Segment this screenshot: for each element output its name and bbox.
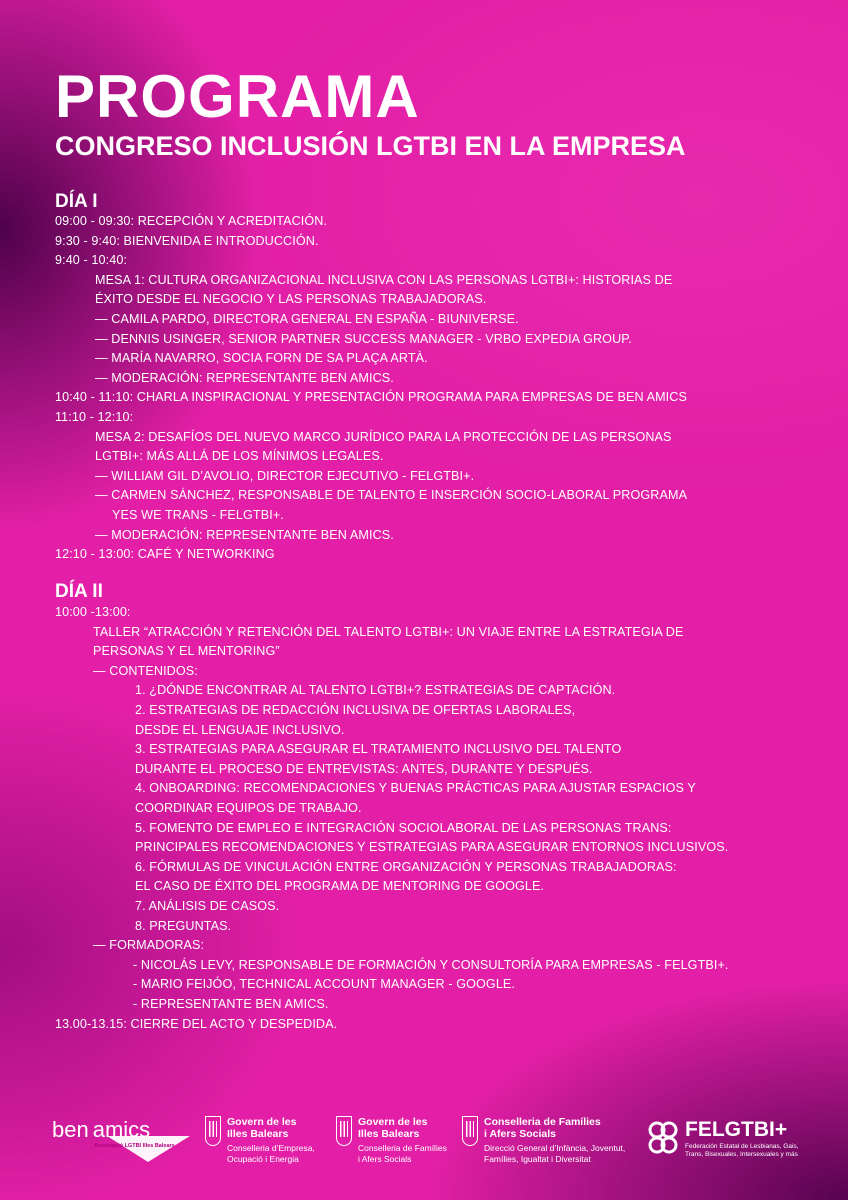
- program-line: — CARMEN SÁNCHEZ, RESPONSABLE DE TALENTO E INSERCIÓN SOCIO-LABORAL PROGRAMA: [95, 488, 688, 503]
- program-line: — DENNIS USINGER, SENIOR PARTNER SUCCESS MANAGER - VRBO EXPEDIA GROUP.: [95, 331, 632, 346]
- govern-title: Govern de les Illes Balears: [358, 1116, 428, 1140]
- program-line: — FORMADORAS:: [93, 938, 205, 953]
- program-line: - REPRESENTANTE BEN AMICS.: [133, 997, 329, 1011]
- benamics-amics: amics: [92, 1117, 151, 1142]
- program-line: 4. ONBOARDING: RECOMENDACIONES Y BUENAS PRÁCTICAS PARA AJUSTAR ESPACIOS Y: [135, 781, 696, 796]
- conselleria-logo: [462, 1116, 625, 1164]
- program-line: DESDE EL LENGUAJE INCLUSIVO.: [135, 722, 345, 737]
- program-line: 3. ESTRATEGIAS PARA ASEGURAR EL TRATAMIENTO INCLUSIVO DEL TALENTO: [135, 742, 622, 757]
- conselleria-line1: Direcció General d’Infància, Joventut,: [484, 1143, 626, 1153]
- benamics-ben: ben: [52, 1117, 89, 1142]
- felgtbi-name: FELGTBI+: [685, 1118, 788, 1141]
- program-line: 7. ANÁLISIS DE CASOS.: [135, 899, 280, 913]
- day2-heading: DÍA II: [55, 581, 103, 602]
- benamics-tagline: Associació LGTBI Illes Balears: [94, 1143, 175, 1149]
- program-line: DURANTE EL PROCESO DE ENTREVISTAS: ANTES, DURANTE Y DESPUÉS.: [135, 761, 593, 776]
- day1-heading: DÍA I: [55, 191, 98, 212]
- benamics-logo: [52, 1112, 192, 1162]
- program-line: 9:40 - 10:40:: [55, 253, 128, 268]
- program-line: 8. PREGUNTAS.: [135, 918, 232, 933]
- program-line: YES WE TRANS - FELGTBI+.: [112, 508, 284, 522]
- program-line: MESA 1: CULTURA ORGANIZACIONAL INCLUSIVA CON LAS PERSONAS LGTBI+: HISTORIAS DE: [95, 272, 673, 287]
- felgtbi-symbol-icon: [645, 1118, 681, 1156]
- conselleria-title1: Conselleria de Famílies: [484, 1116, 601, 1128]
- conselleria-title2: i Afers Socials: [484, 1128, 556, 1140]
- program-line: 13.00-13.15: CIERRE DEL ACTO Y DESPEDIDA.: [55, 1016, 338, 1031]
- program-line: 11:10 - 12:10:: [55, 410, 134, 424]
- program-line: — MODERACIÓN: REPRESENTANTE BEN AMICS.: [95, 527, 394, 542]
- govern-shield-icon: [336, 1116, 352, 1146]
- govern-dept-line1: Conselleria d’Empresa,: [227, 1143, 315, 1153]
- govern-title: Govern de les Illes Balears: [227, 1116, 297, 1140]
- program-line: 6. FÓRMULAS DE VINCULACIÓN ENTRE ORGANIZACIÓN Y PERSONAS TRABAJADORAS:: [135, 859, 677, 874]
- program-line: 9:30 - 9:40: BIENVENIDA E INTRODUCCIÓN.: [55, 233, 319, 248]
- program-line: EL CASO DE ÉXITO DEL PROGRAMA DE MENTORING DE GOOGLE.: [135, 879, 545, 894]
- program-line: 5. FOMENTO DE EMPLEO E INTEGRACIÓN SOCIOLABORAL DE LAS PERSONAS TRANS:: [135, 820, 672, 835]
- program-line: ÉXITO DESDE EL NEGOCIO Y LAS PERSONAS TRABAJADORAS.: [95, 292, 487, 307]
- program-line: MESA 2: DESAFÍOS DEL NUEVO MARCO JURÍDICO PARA LA PROTECCIÓN DE LAS PERSONAS: [95, 429, 672, 444]
- program-line: LGTBI+: MÁS ALLÁ DE LOS MÍNIMOS LEGALES.: [95, 449, 384, 464]
- program-line: PERSONAS Y EL MENTORING”: [93, 644, 280, 659]
- program-line: 10:00 -13:00:: [55, 605, 131, 619]
- program-line: TALLER “ATRACCIÓN Y RETENCIÓN DEL TALENTO LGTBI+: UN VIAJE ENTRE LA ESTRATEGIA DE: [93, 624, 684, 639]
- program-line: — MODERACIÓN: REPRESENTANTE BEN AMICS.: [95, 370, 394, 385]
- page-title: PROGRAMA: [55, 63, 420, 130]
- program-line: — CAMILA PARDO, DIRECTORA GENERAL EN ESPAÑA - BIUNIVERSE.: [95, 312, 519, 326]
- govern-logo-empresa: [205, 1116, 315, 1164]
- felgtbi-line1: Federación Estatal de Lesbianas, Gais,: [685, 1143, 799, 1150]
- program-line: PRINCIPALES RECOMENDACIONES Y ESTRATEGIAS PARA ASEGURAR ENTORNOS INCLUSIVOS.: [135, 840, 729, 855]
- govern-dept-line1: Conselleria de Famílies: [358, 1143, 447, 1153]
- program-line: — CONTENIDOS:: [93, 663, 198, 678]
- program-line: 09:00 - 09:30: RECEPCIÓN Y ACREDITACIÓN.: [55, 214, 328, 228]
- program-line: — WILLIAM GIL D’AVOLIO, DIRECTOR EJECUTIVO - FELGTBI+.: [95, 468, 475, 483]
- govern-logo-families: [336, 1116, 447, 1164]
- govern-dept-line2: Ocupació i Energia: [227, 1153, 299, 1164]
- program-line: 10:40 - 11:10: CHARLA INSPIRACIONAL Y PRESENTACIÓN PROGRAMA PARA EMPRESAS DE BEN AMICS: [55, 390, 687, 405]
- govern-dept-line2: i Afers Socials: [358, 1153, 412, 1164]
- program-line: - NICOLÁS LEVY, RESPONSABLE DE FORMACIÓN Y CONSULTORÍA PARA EMPRESAS - FELGTBI+.: [133, 957, 729, 972]
- program-line: COORDINAR EQUIPOS DE TRABAJO.: [135, 801, 362, 815]
- felgtbi-line2: Trans, Bisexuales, Intersexuales y más: [685, 1151, 798, 1158]
- page-subtitle: CONGRESO INCLUSIÓN LGTBI EN LA EMPRESA: [55, 131, 686, 161]
- program-line: - MARIO FEIJÓO, TECHNICAL ACCOUNT MANAGER - GOOGLE.: [133, 977, 516, 992]
- conselleria-line2: Famílies, Igualtat i Diversitat: [484, 1153, 591, 1164]
- program-line: 2. ESTRATEGIAS DE REDACCIÓN INCLUSIVA DE OFERTAS LABORALES,: [135, 703, 576, 717]
- program-line: 1. ¿DÓNDE ENCONTRAR AL TALENTO LGTBI+? ESTRATEGIAS DE CAPTACIÓN.: [135, 683, 616, 698]
- program-line: — MARÍA NAVARRO, SOCIA FORN DE SA PLAÇA ARTÀ.: [95, 351, 428, 366]
- program-line: 12:10 - 13:00: CAFÉ Y NETWORKING: [55, 547, 275, 562]
- govern-shield-icon: [462, 1116, 478, 1146]
- govern-shield-icon: [205, 1116, 221, 1146]
- felgtbi-logo: [645, 1118, 815, 1168]
